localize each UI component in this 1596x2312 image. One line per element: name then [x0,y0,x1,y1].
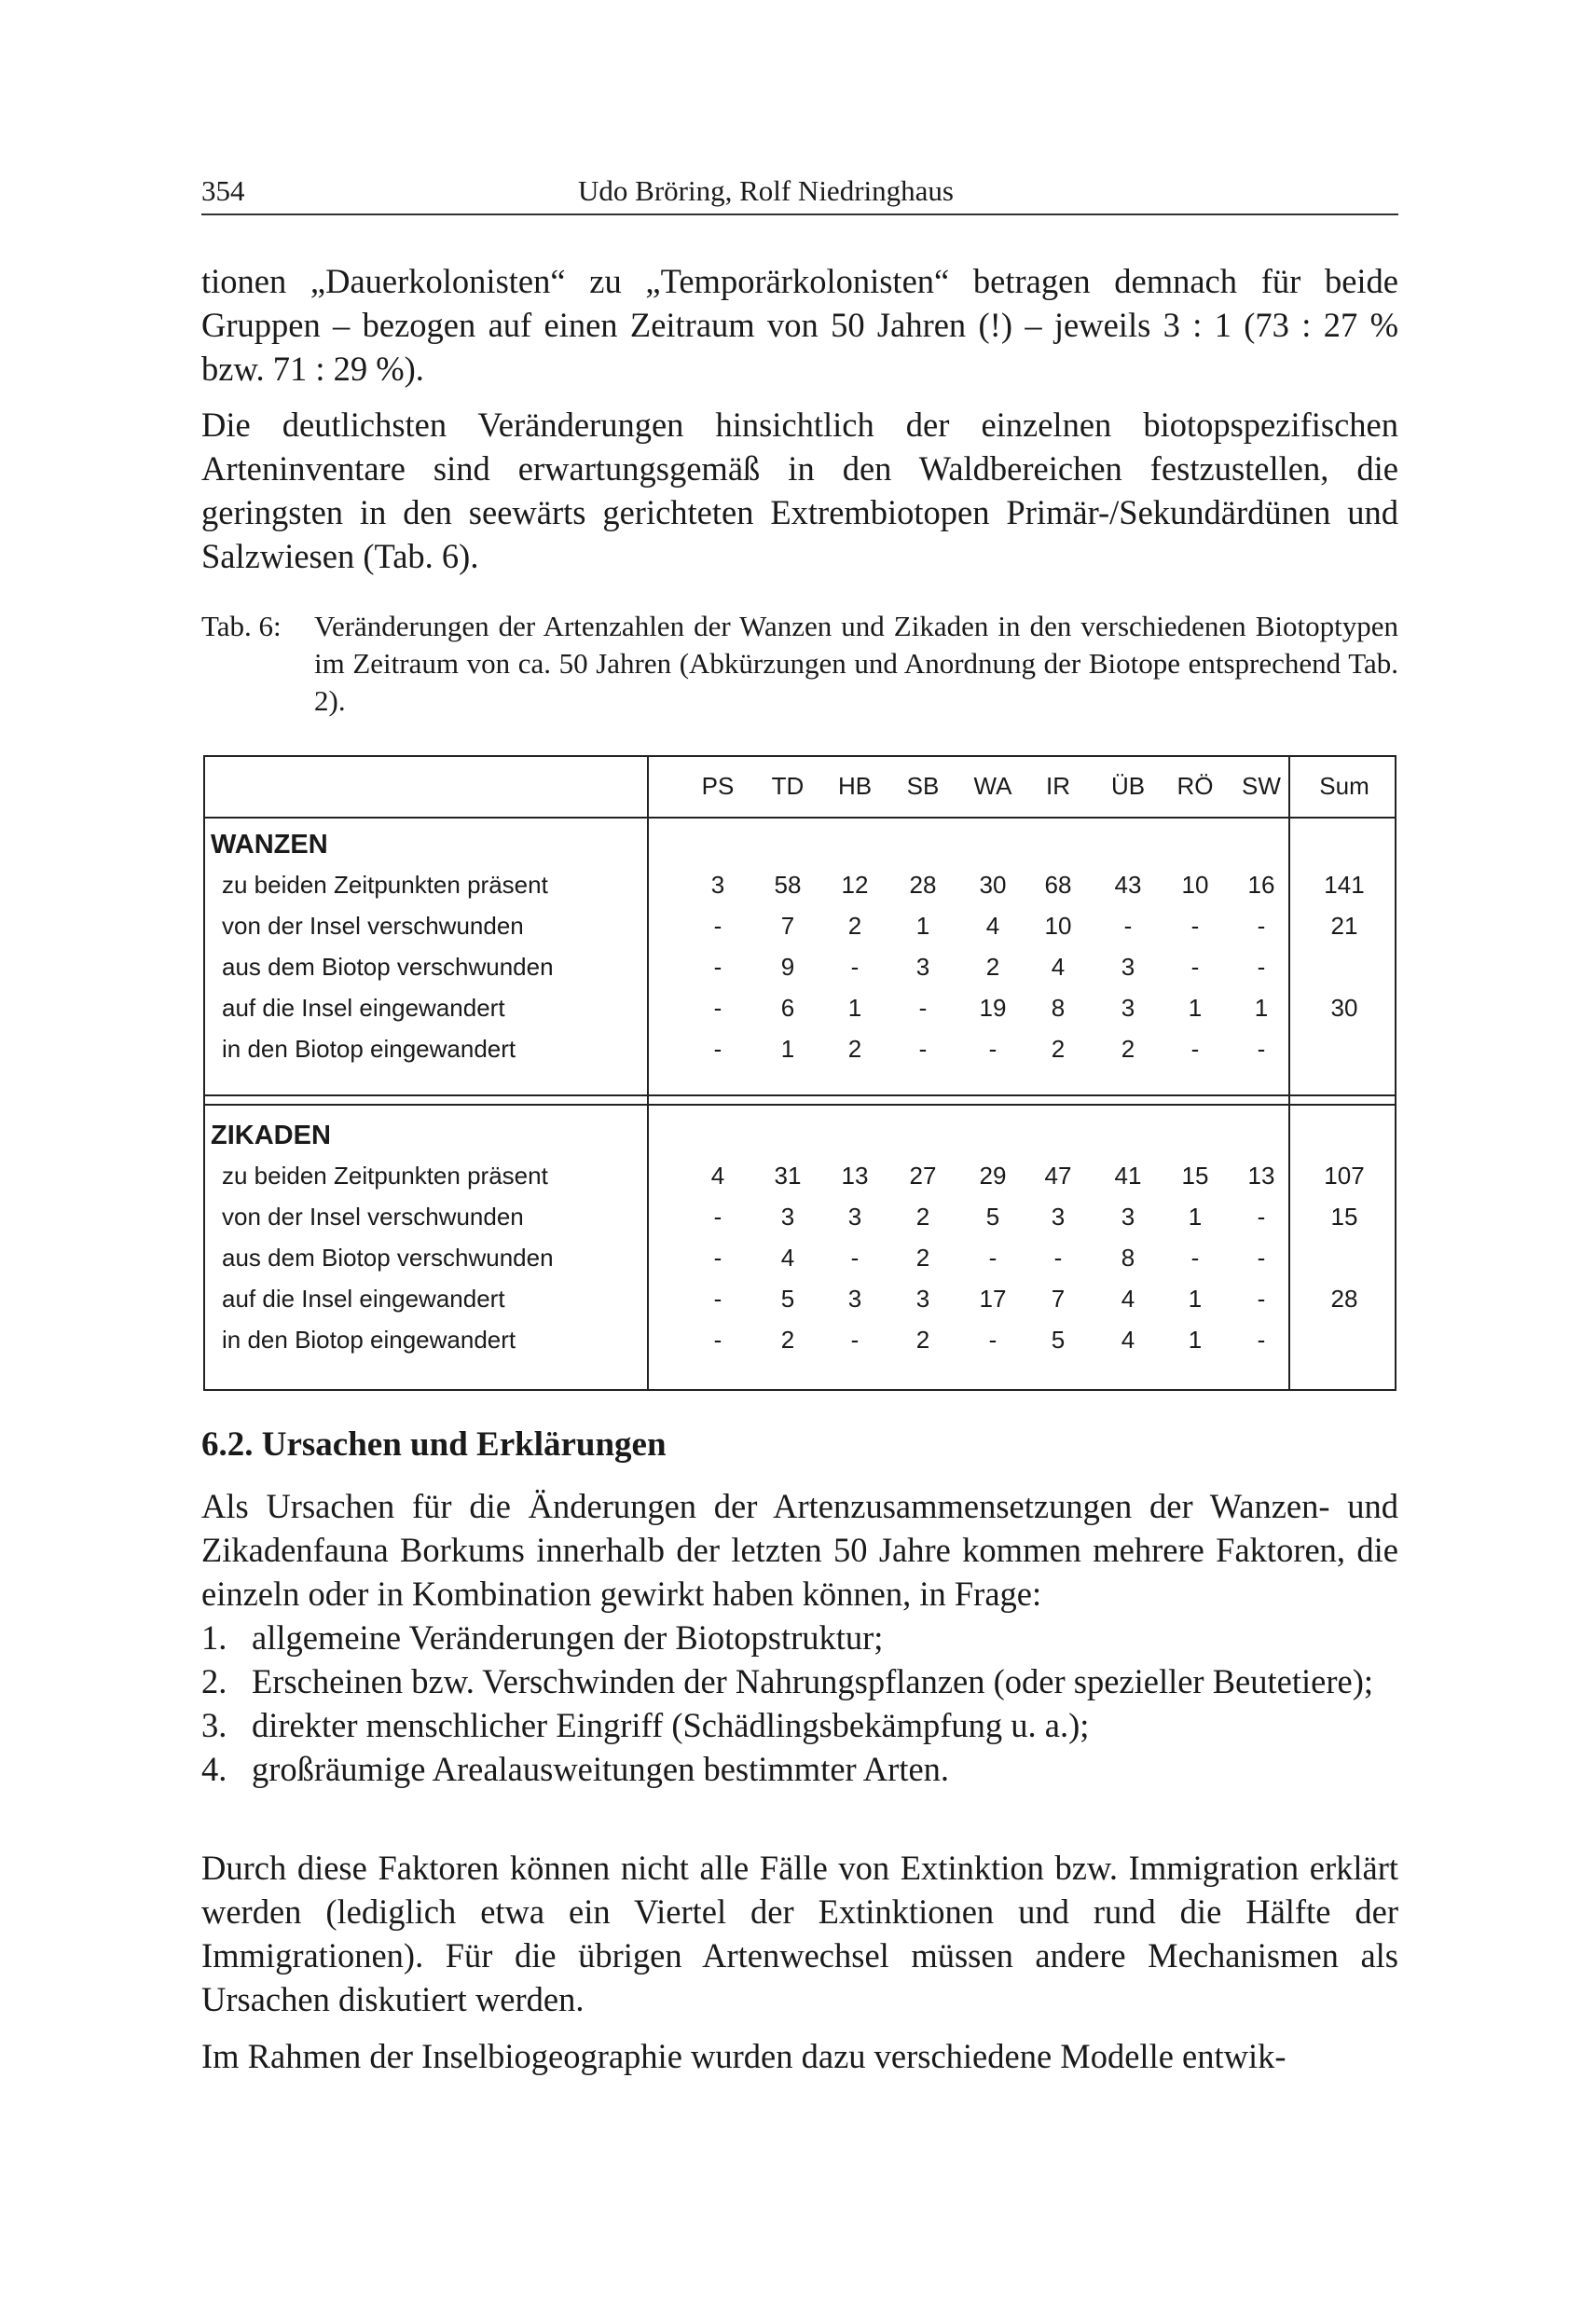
table-cell: 1 [1188,1203,1203,1231]
table-cell: 3 [780,1203,795,1231]
table-cell: - [918,994,928,1022]
table-cell: 10 [1044,912,1072,940]
column-header-wa: WA [973,772,1012,800]
table-cell: 3 [847,1203,862,1231]
column-header-hb: HB [837,772,873,800]
sum-cell: 141 [1324,871,1365,899]
table-cell: 6 [780,994,795,1022]
list-item-text: großräumige Arealausweitungen bestimmter Arten. [252,1750,950,1788]
table-cell: 13 [1247,1162,1275,1190]
table-cell: 5 [1051,1326,1066,1354]
table-cell: - [918,1035,928,1063]
table-cell: - [713,953,722,981]
table-cell: 3 [1051,1203,1066,1231]
table-cell: 4 [710,1162,725,1190]
table-cell: - [1257,1035,1266,1063]
table-cell: - [713,1244,722,1272]
table-caption-text: Veränderungen der Artenzahlen der Wanzen und Zikaden in den verschiedenen Biotoptypen im Zeitraum von ca. 50 Jahren (Abkürzungen und Anordnung der Biotope entsprechend Tab. 2). [314,610,1398,717]
section-heading: 6.2. Ursachen und Erklärungen [201,1425,667,1464]
column-header-ir: IR [1046,772,1070,800]
table-cell: - [850,1244,860,1272]
list-item-text: allgemeine Veränderungen der Biotopstruktur; [252,1618,884,1657]
sum-cell: 107 [1324,1162,1365,1190]
table-cell: 9 [780,953,795,981]
table-cell: - [1257,953,1266,981]
row-label: zu beiden Zeitpunkten präsent [222,1162,548,1190]
table-cell: 4 [985,912,1000,940]
column-header-sb: SB [906,772,940,800]
row-label: zu beiden Zeitpunkten präsent [222,871,548,899]
table-cell: - [713,1035,722,1063]
table-cell: - [1190,912,1200,940]
row-label: aus dem Biotop verschwunden [222,953,554,981]
column-header-rö: RÖ [1176,772,1214,800]
table-cell: 3 [915,1285,930,1313]
table-cell: 2 [915,1244,930,1272]
table-cell: 3 [847,1285,862,1313]
table-cell: 4 [780,1244,795,1272]
sum-cell: 28 [1330,1285,1358,1313]
table-cell: - [1257,1326,1266,1354]
table-cell: - [713,994,722,1022]
table-cell: 19 [979,994,1007,1022]
table-cell: 1 [780,1035,795,1063]
table-cell: 4 [1121,1326,1135,1354]
factor-list [201,1616,1398,1791]
table-cell: 1 [1188,1285,1203,1313]
table-cell: - [713,1326,722,1354]
table-cell: 2 [915,1326,930,1354]
table-cell: 1 [847,994,862,1022]
table-divider-label-column [647,757,649,1389]
table-cell: 2 [847,912,862,940]
page-number: 354 [201,174,245,207]
table-cell: - [1053,1244,1063,1272]
sum-cell: 15 [1330,1203,1358,1231]
table-cell: - [850,953,860,981]
table-cell: - [1257,1244,1266,1272]
table-cell: 10 [1181,871,1209,899]
table-cell: 3 [710,871,725,899]
paragraph-3: Als Ursachen für die Änderungen der Artenzusammensetzungen der Wanzen- und Zikadenfauna Borkums innerhalb der letzten 50 Jahre kommen mehrere Faktoren, die einzeln oder in Kombination gewirkt haben können, in Frage: [201,1487,1398,1613]
table-cell: - [713,1285,722,1313]
table-cell: - [713,912,722,940]
table-cell: 8 [1051,994,1066,1022]
table-cell: 2 [1051,1035,1066,1063]
table-cell: 17 [979,1285,1007,1313]
table-cell: 47 [1044,1162,1072,1190]
table-caption-label: Tab. 6: [201,610,282,642]
table-cell: 4 [1121,1285,1135,1313]
paragraph-2: Die deutlichsten Veränderungen hinsichtlich der einzelnen biotopspezifischen Arteninventare sind erwartungsgemäß in den Waldbereichen festzustellen, die geringsten in den seewärts gerichteten Extrembiotopen Primär-/Sekundärdünen und Salzwiesen (Tab. 6). [201,406,1398,575]
list-item-number: 4. [201,1750,227,1788]
table-cell: - [1123,912,1133,940]
table-cell: 3 [1121,1203,1135,1231]
group-title-zikaden: ZIKADEN [211,1121,331,1150]
table-cell: - [1257,912,1266,940]
table-cell: - [1257,1203,1266,1231]
row-label: von der Insel verschwunden [222,912,524,940]
table-header-rule [205,817,1395,819]
table-cell: 58 [774,871,802,899]
paragraph-1: tionen „Dauerkolonisten“ zu „Temporärkolonisten“ betragen demnach für beide Gruppen – bezogen auf einen Zeitraum von 50 Jahren (!) – jeweils 3 : 1 (73 : 27 % bzw. 71 : 29 %). [201,262,1398,388]
table-cell: - [713,1203,722,1231]
column-header-sum: Sum [1319,772,1369,800]
table-cell: 2 [915,1203,930,1231]
list-item-number: 3. [201,1706,227,1744]
table-cell: 2 [847,1035,862,1063]
row-label: aus dem Biotop verschwunden [222,1244,554,1272]
table-cell: 1 [1188,1326,1203,1354]
table-group-rule-2 [205,1104,1395,1106]
table-cell: 43 [1114,871,1142,899]
list-item-number: 1. [201,1618,227,1657]
table-cell: 2 [780,1326,795,1354]
table-cell: 4 [1051,953,1066,981]
list-item [201,1747,1398,1791]
running-header [201,171,1398,215]
table-cell: 8 [1121,1244,1135,1272]
table-cell: 15 [1181,1162,1209,1190]
list-item [201,1659,1398,1703]
list-item-number: 2. [201,1662,227,1700]
list-item-text: Erscheinen bzw. Verschwinden der Nahrungspflanzen (oder spezieller Beutetiere); [252,1662,1373,1700]
row-label: in den Biotop eingewandert [222,1326,516,1354]
table-cell: 3 [1121,953,1135,981]
table-cell: 3 [1121,994,1135,1022]
table-cell: 27 [909,1162,937,1190]
table-cell: 1 [915,912,930,940]
table-cell: - [850,1326,860,1354]
table-cell: 31 [774,1162,802,1190]
table-cell: 29 [979,1162,1007,1190]
table-cell: 3 [915,953,930,981]
table-cell: - [1190,953,1200,981]
group-title-wanzen: WANZEN [211,830,328,860]
column-header-td: TD [771,772,805,800]
table-cell: 68 [1044,871,1072,899]
table-cell: 1 [1188,994,1203,1022]
row-label: von der Insel verschwunden [222,1203,524,1231]
table-cell: 7 [780,912,795,940]
table-cell: - [988,1244,998,1272]
data-table [203,755,1396,1391]
sum-cell: 30 [1330,994,1358,1022]
table-cell: - [988,1035,998,1063]
column-header-ps: PS [701,772,735,800]
row-label: auf die Insel eingewandert [222,1285,505,1313]
table-cell: 12 [841,871,869,899]
table-cell: - [1257,1285,1266,1313]
row-label: in den Biotop eingewandert [222,1035,516,1063]
table-cell: 41 [1114,1162,1142,1190]
table-cell: 30 [979,871,1007,899]
table-cell: 5 [780,1285,795,1313]
column-header-üb: ÜB [1110,772,1146,800]
row-label: auf die Insel eingewandert [222,994,505,1022]
table-cell: 28 [909,871,937,899]
table-cell: 7 [1051,1285,1066,1313]
table-cell: 13 [841,1162,869,1190]
running-header-authors: Udo Bröring, Rolf Niedringhaus [578,174,954,207]
list-item [201,1616,1398,1659]
table-cell: - [1190,1244,1200,1272]
table-cell: 16 [1247,871,1275,899]
table-cell: 1 [1254,994,1269,1022]
table-cell: 5 [985,1203,1000,1231]
table-group-rule-1 [205,1094,1395,1096]
paragraph-4: Durch diese Faktoren können nicht alle Fälle von Extinktion bzw. Immigration erklärt werden (lediglich etwa ein Viertel der Extinktionen und rund die Hälfte der Immigrationen). Für die übrigen Artenwechsel müssen andere Mechanismen als Ursachen diskutiert werden. [201,1849,1398,2018]
table-cell: 2 [985,953,1000,981]
column-header-sw: SW [1242,772,1281,800]
table-cell: - [1190,1035,1200,1063]
table-cell: 2 [1121,1035,1135,1063]
list-item-text: direkter menschlicher Eingriff (Schädlingsbekämpfung u. a.); [252,1706,1090,1744]
sum-cell: 21 [1330,912,1358,940]
paragraph-5: Im Rahmen der Inselbiogeographie wurden dazu verschiedene Modelle entwik- [201,2037,1286,2075]
list-item [201,1703,1398,1747]
table-cell: - [988,1326,998,1354]
